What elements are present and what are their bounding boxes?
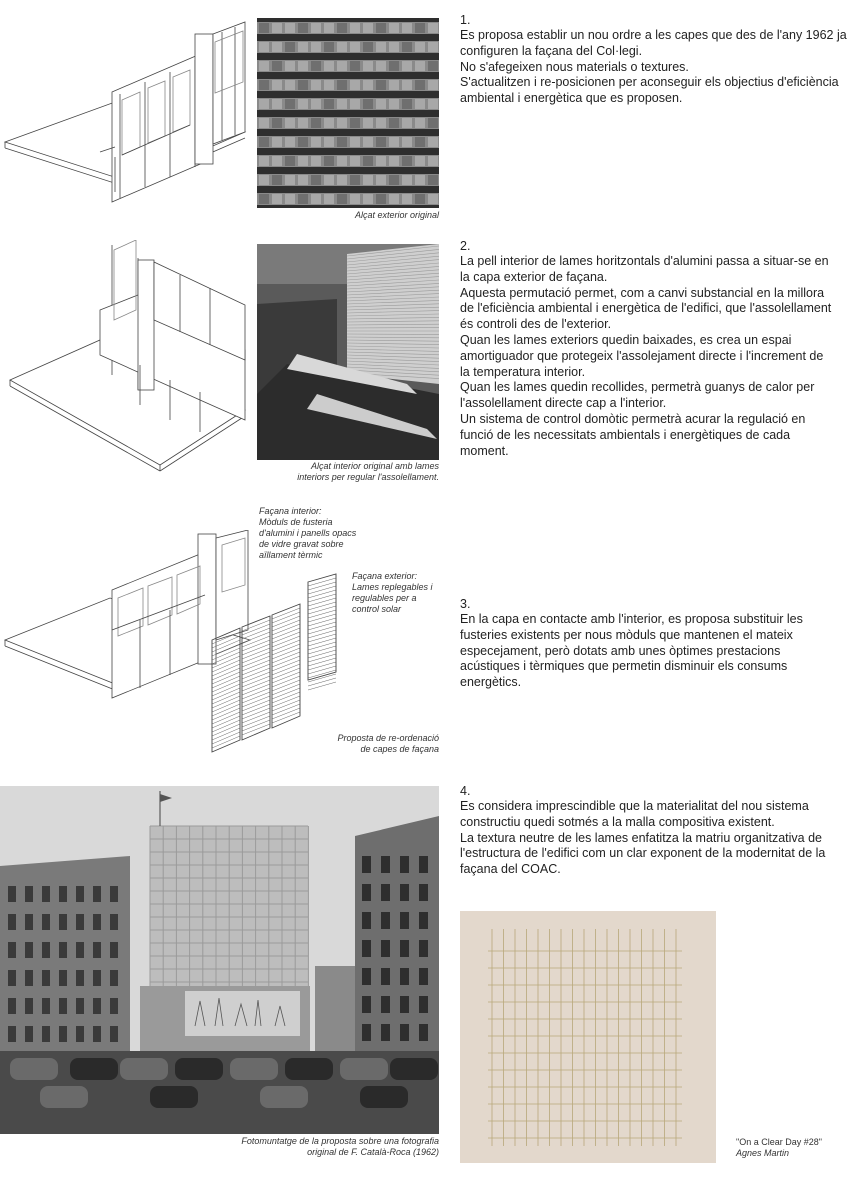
caption-line: de capes de façana (360, 744, 439, 754)
caption-line: Fotomuntatge de la proposta sobre una fotografia (241, 1136, 439, 1146)
section-line: Un sistema de control domòtic permetrà acurar la regulació en (460, 411, 806, 426)
section-line: Es considera imprescindible que la materialitat del nou sistema (460, 799, 809, 813)
caption-line: interiors per regular l'assolellament. (297, 472, 439, 482)
label-line: d'alumini i panells opacs (259, 528, 357, 538)
section-line: Aquesta permutació permet, com a canvi substancial en la millora (460, 285, 825, 300)
section-line: La pell interior de lames horitzontals d'alumini passa a situar-se en (460, 254, 829, 268)
section-line: constructiu quedi sotmés a la malla compositiva existent. (460, 814, 775, 829)
section-line: Quan les lames exteriors quedin baixades, es crea un espai (460, 332, 792, 347)
section-line: ambiental i energètica que es proposen. (460, 91, 683, 106)
section-number: 2. (460, 239, 471, 253)
section-number: 4. (460, 784, 471, 798)
section-line: En la capa en contacte amb l'interior, es proposa substituir les (460, 612, 803, 626)
label-line: regulables per a (352, 593, 417, 603)
caption-4 (200, 1136, 439, 1158)
section-line: amortiguador que protegeix l'assolejament directe i l'increment de (460, 348, 824, 363)
section-line: configuren la façana del Col·legi. (460, 43, 643, 58)
label-line: Lames replegables i (352, 582, 433, 592)
label-line: de vidre gravat sobre (259, 539, 344, 549)
photo-interior-louvres (257, 244, 439, 460)
label-line: Façana exterior: (352, 571, 418, 581)
section-line: de l'eficiència ambiental i energètica de l'edifici, que l'assolellament (460, 301, 832, 316)
axonometric-drawing-1 (0, 12, 250, 212)
section-line: La textura neutre de les lames enfatitza la matriu organitzativa de (460, 830, 823, 845)
caption-line: "On a Clear Day #28" (736, 1137, 822, 1147)
caption-3 (290, 733, 439, 755)
caption-2 (240, 461, 439, 483)
section-line: No s'afegeixen nous materials o textures. (460, 59, 689, 74)
caption-line: original de F. Català-Roca (1962) (307, 1147, 439, 1157)
section-4-text (460, 783, 858, 878)
section-line: funció de les necessitats ambientals i energètiques de cada (460, 427, 791, 442)
section-2-text (460, 238, 858, 459)
label-line: control solar (352, 604, 402, 614)
section-line: Es proposa establir un nou ordre a les capes que des de l'any 1962 ja (460, 28, 847, 42)
section-line: S'actualitzen i re-posicionen per aconseguir els objectius d'eficiència (460, 75, 839, 90)
section-number: 3. (460, 597, 471, 611)
section-number: 1. (460, 13, 471, 27)
section-3-text (460, 596, 858, 691)
caption-1 (257, 210, 439, 221)
section-line: fusteries existents per nous mòduls que mantenen el mateix (460, 627, 793, 642)
section-line: Quan les lames quedin recollides, permetrà guanys de calor per (460, 380, 815, 395)
photo-exterior-facade (257, 18, 439, 208)
label-line: aïllament tèrmic (259, 550, 323, 560)
section-line: façana del COAC. (460, 862, 561, 877)
art-caption (736, 1137, 856, 1159)
section-line: moment. (460, 443, 509, 458)
section-line: energètics. (460, 675, 522, 690)
label-line: Façana interior: (259, 506, 322, 516)
agnes-martin-painting (460, 911, 716, 1163)
section-line: és controli des de l'exterior. (460, 317, 612, 332)
axonometric-drawing-2 (0, 240, 250, 480)
label-line: Mòduls de fusteria (259, 517, 333, 527)
caption-line: Alçat interior original amb lames (310, 461, 439, 471)
section-line: especejament, però dotats amb unes òptimes prestacions (460, 643, 781, 658)
axonometric-drawing-3 (0, 530, 345, 760)
section-line: acústiques i tèrmiques que permetin disminuir els consums (460, 659, 788, 674)
photomontage-coac-building (0, 786, 439, 1134)
section-line: l'estructura de l'edifici com un clar exponent de la modernitat de la (460, 846, 826, 861)
caption-line: Proposta de re-ordenació (337, 733, 439, 743)
caption-line: Alçat exterior original (354, 210, 439, 220)
label-exterior-facade (352, 571, 452, 615)
section-line: l'assolellament directe cap a l'interior. (460, 396, 667, 411)
caption-line: Agnes Martin (736, 1148, 790, 1158)
section-line: la temperatura interior. (460, 364, 586, 379)
section-1-text (460, 12, 855, 107)
section-line: la capa exterior de façana. (460, 269, 608, 284)
